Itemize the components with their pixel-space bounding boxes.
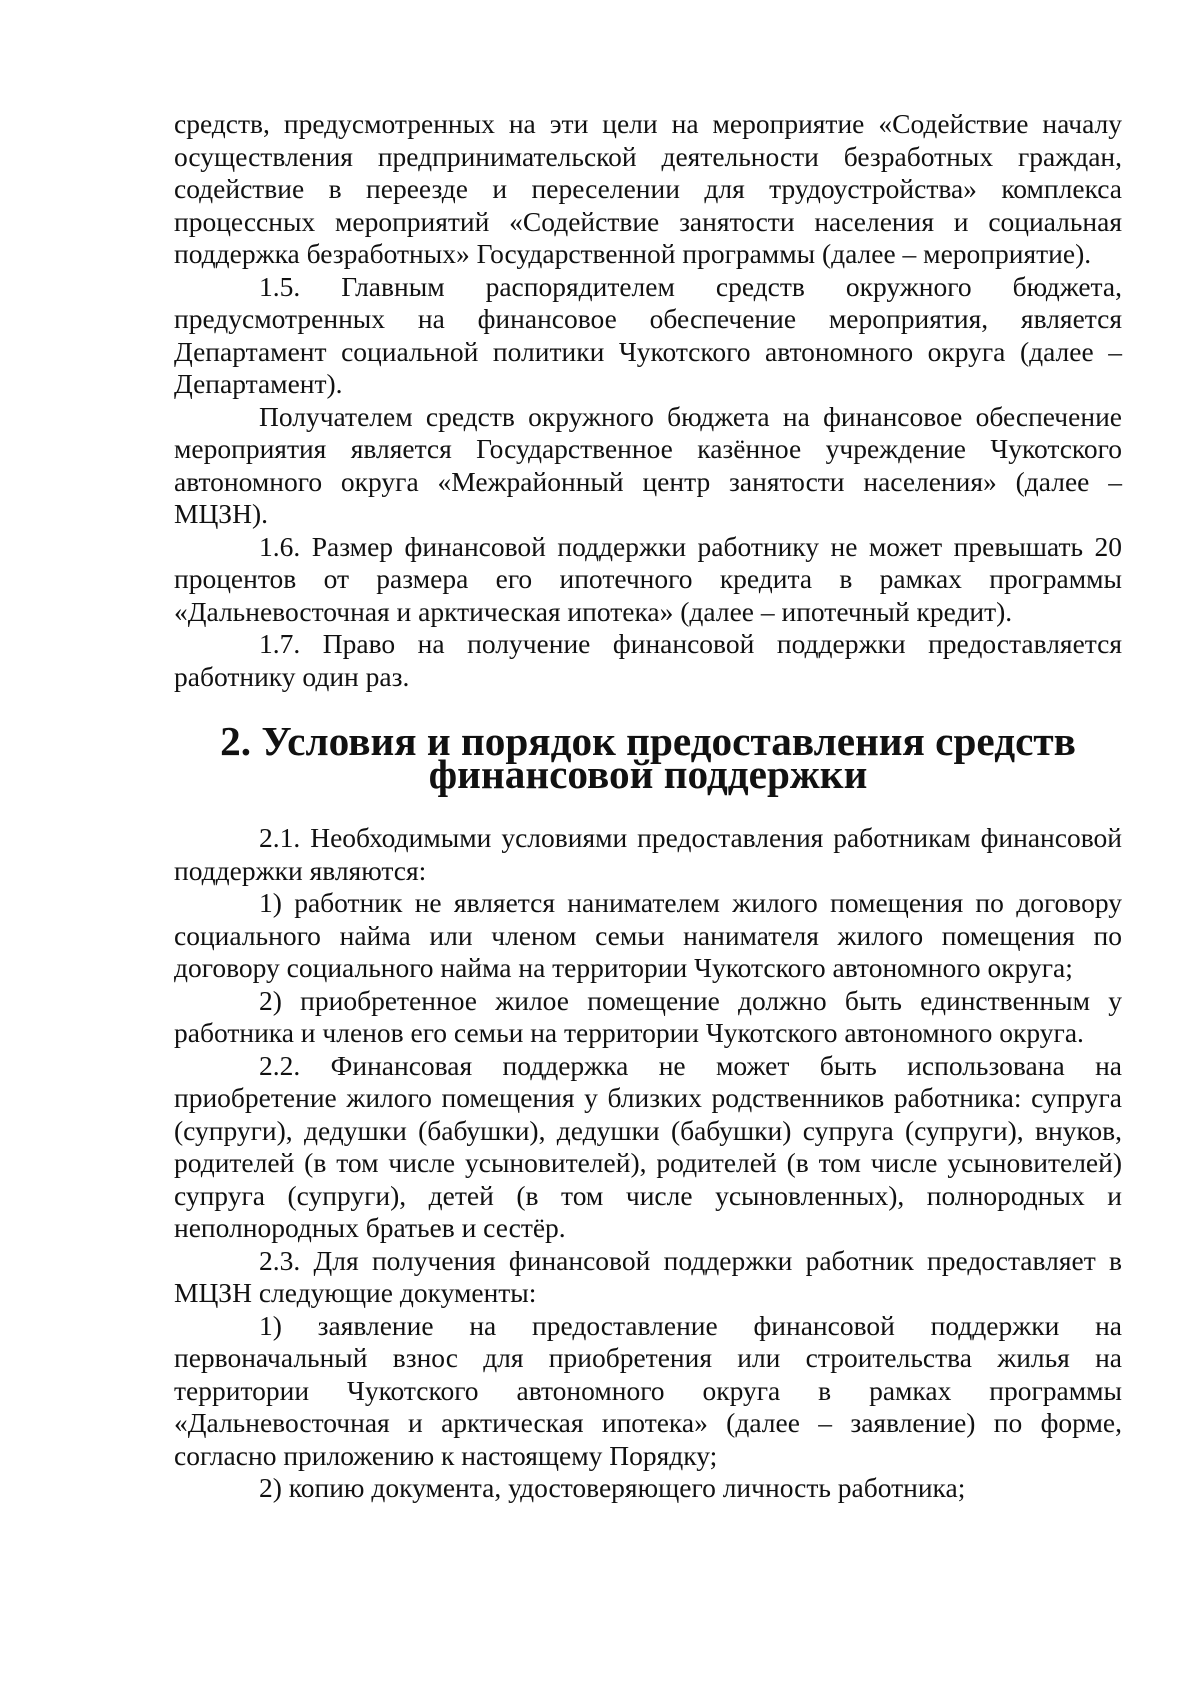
paragraph-2-1-item-2: 2) приобретенное жилое помещение должно быть единственным у работника и членов его семьи на территории Чукотского автономного округа. <box>174 984 1122 1048</box>
paragraph-2-3: 2.3. Для получения финансовой поддержки работник предоставляет в МЦЗН следующие документы: <box>174 1244 1122 1308</box>
section-heading: 2. Условия и порядок предоставления средств финансовой поддержки <box>220 718 1076 797</box>
paragraph-2-2: 2.2. Финансовая поддержка не может быть использована на приобретение жилого помещения у близких родственников работника: супруга (супруги), дедушки (бабушки), дедушки (бабушки) супруга (супруги), внуков, родителей (в том числе усыновителей), родителей (в том числе усыновителей) супруга (супруги), детей (в том числе усыновленных), полнородных и неполнородных братьев и сестёр. <box>174 1049 1122 1243</box>
paragraph-2-1: 2.1. Необходимыми условиями предоставления работникам финансовой поддержки являются: <box>174 822 1122 886</box>
paragraph-2-3-item-2: 2) копию документа, удостоверяющего личность работника; <box>259 1472 966 1503</box>
paragraph-1-6: 1.6. Размер финансовой поддержки работнику не может превышать 20 процентов от размера его ипотечного кредита в рамках программы «Дальневосточная и арктическая ипотека» (далее – ипотечный кредит). <box>174 530 1122 627</box>
paragraph-intro-continuation: средств, предусмотренных на эти цели на мероприятие «Содействие началу осуществления предпринимательской деятельности безработных граждан, содействие в переезде и переселении для трудоустройства» комплекса процессных мероприятий «Содействие занятости населения и социальная поддержка безработных» Государственной программы (далее – мероприятие). <box>174 108 1122 269</box>
paragraph-1-5-recipient: Получателем средств окружного бюджета на финансовое обеспечение мероприятия является Государственное казённое учреждение Чукотского автономного округа «Межрайонный центр занятости населения» (далее – МЦЗН). <box>174 400 1122 529</box>
paragraph-1-7: 1.7. Право на получение финансовой поддержки предоставляется работнику один раз. <box>174 628 1122 692</box>
paragraph-2-3-item-1: 1) заявление на предоставление финансовой поддержки на первоначальный взнос для приобретения или строительства жилья на территории Чукотского автономного округа в рамках программы «Дальневосточная и арктическая ипотека» (далее – заявление) по форме, согласно приложению к настоящему Порядку; <box>174 1309 1122 1471</box>
paragraph-1-5: 1.5. Главным распорядителем средств окружного бюджета, предусмотренных на финансовое обеспечение мероприятия, является Департамент социальной политики Чукотского автономного округа (далее – Департамент). <box>174 270 1122 399</box>
document-page <box>174 108 1122 1505</box>
paragraph-2-1-item-1: 1) работник не является нанимателем жилого помещения по договору социального найма или членом семьи нанимателя жилого помещения по договору социального найма на территории Чукотского автономного округа; <box>174 887 1122 983</box>
